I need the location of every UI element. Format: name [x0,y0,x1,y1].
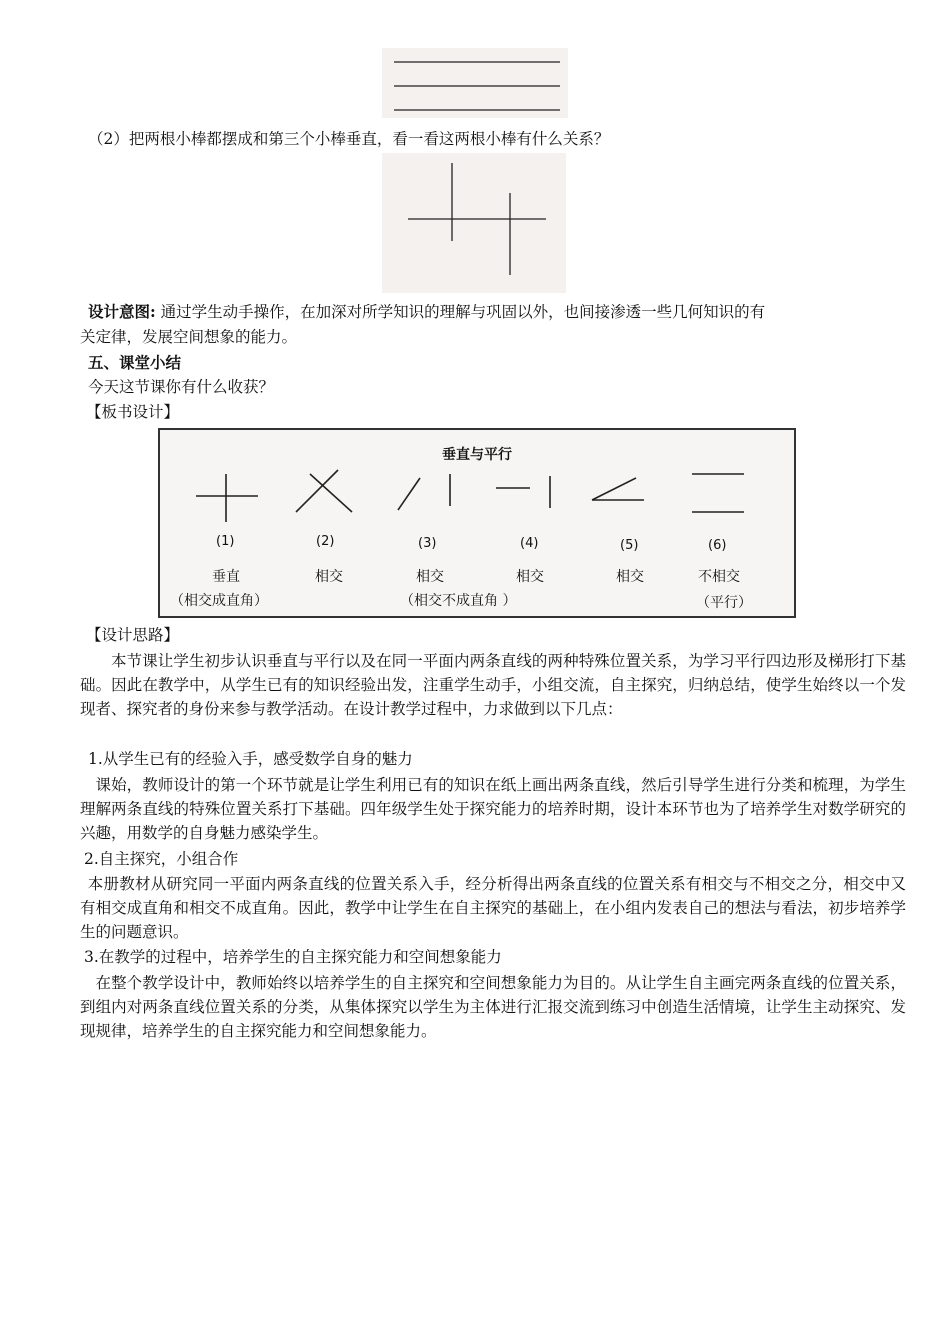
parallel-sticks-figure [382,48,568,118]
item6-number: (6) [708,538,727,553]
point1-paragraph [80,773,906,845]
design-intent-text1: 通过学生动手操作，在加深对所学知识的理解与巩固以外，也间接渗透一些几何知识的有 [155,303,766,321]
item3-number: (3) [418,536,437,551]
parallel-note: （平行） [696,595,752,611]
item6-label: 不相交 [698,569,740,585]
board-design-figure [158,428,796,618]
design-intent-label: 设计意图: [88,302,156,321]
point3-text: 在整个教学设计中，教师始终以培养学生的自主探究和空间想象能力为目的。从让学生自主画完两条直线的位置关系，到组内对两条直线位置关系的分类，从集体探究以学生为主体进行汇报交流到练习中创造生活情境，让学生主动探究、发现规律，培养学生的自主探究能力和空间想象能力。 [80,974,906,1040]
board-title: 垂直与平行 [442,447,512,463]
item3-label: 相交 [416,569,444,585]
perpendicular-lines-drawing [382,153,566,293]
design-thinking-text: 本节课让学生初步认识垂直与平行以及在同一平面内两条直线的两种特殊位置关系，为学习平行四边形及梯形打下基础。因此在教学中，从学生已有的知识经验出发，注重学生动手，小组交流，自主探究，归纳总结，使学生始终以一个发现者、探究者的身份来参与教学活动。在设计教学过程中，力求做到以下几点： [80,652,906,718]
item5-number: (5) [620,538,639,553]
item2-label: 相交 [315,569,343,585]
point1-text: 课始，教师设计的第一个环节就是让学生利用已有的知识在纸上画出两条直线，然后引导学生进行分类和梳理，为学生理解两条直线的特殊位置关系打下基础。四年级学生处于探究能力的培养时期，设计本环节也为了培养学生对数学研究的兴趣，用数学的自身魅力感染学生。 [80,776,906,842]
point2-paragraph [80,872,906,944]
design-thinking-paragraph [80,649,906,721]
point3-title: 3.在教学的过程中，培养学生的自主探究能力和空间想象能力 [84,948,502,966]
design-thinking-heading: 【设计思路】 [86,626,180,644]
point3-paragraph [80,971,906,1043]
item1-number: (1) [216,534,235,549]
point1-title: 1.从学生已有的经验入手，感受数学自身的魅力 [88,750,413,768]
board-line-drawings [160,430,794,616]
design-intent-line2: 关定律，发展空间想象的能力。 [80,328,298,346]
point2-text: 本册教材从研究同一平面内两条直线的位置关系入手，经分析得出两条直线的位置关系有相交与不相交之分，相交中又有相交成直角和相交不成直角。因此，教学中让学生在自主探究的基础上，在小组内发表自己的想法与看法，初步培养学生的问题意识。 [80,875,906,941]
parallel-lines-drawing [382,48,568,118]
step2-instruction: （2）把两根小棒都摆成和第三个小棒垂直，看一看这两根小棒有什么关系？ [88,130,610,148]
perpendicular-sticks-figure [382,153,566,293]
intersect-note: （相交不成直角 ） [400,593,517,609]
perpendicular-note: （相交成直角） [170,593,268,609]
item1-label: 垂直 [212,569,240,585]
point2-title: 2.自主探究，小组合作 [84,850,239,868]
section5-title: 五、课堂小结 [88,353,182,372]
board-design-heading: 【板书设计】 [86,403,180,421]
item5-label: 相交 [616,569,644,585]
item4-number: (4) [520,536,539,551]
design-intent-line1 [88,301,765,323]
item4-label: 相交 [516,569,544,585]
item2-number: (2) [316,534,335,549]
summary-question: 今天这节课你有什么收获？ [88,378,275,396]
